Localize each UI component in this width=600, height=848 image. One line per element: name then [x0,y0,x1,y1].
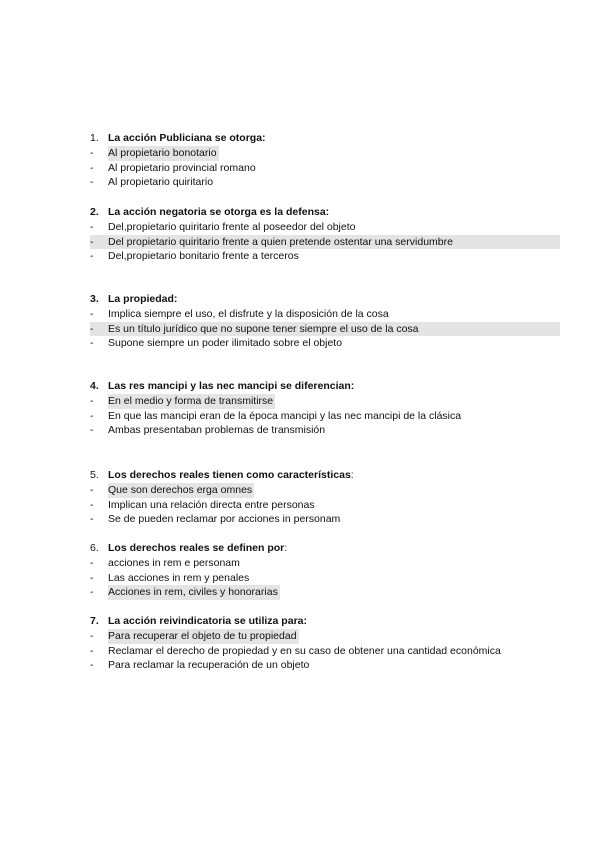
answer-text: Para recuperar el objeto de tu propiedad [108,630,297,642]
bullet-dash: - [90,147,94,159]
bullet-dash: - [90,557,94,569]
answer-text: Se de pueden reclamar por acciones in personam [108,513,341,526]
answer-text: Acciones in rem, civiles y honorarias [108,586,278,599]
answer-text: Para reclamar la recuperación de un objeto [108,659,310,672]
answer-text: Del propietario quiritario frente a quien pretende ostentar una servidumbre [108,235,453,248]
question-number: 2. [90,206,99,218]
answer-option [90,307,560,322]
answer-option [90,322,560,337]
answer-text: Las acciones in rem y penales [108,571,250,584]
bullet-dash: - [90,424,94,437]
question-title [90,614,560,629]
question-text-suffix: : [284,542,288,554]
answer-option [90,423,560,438]
question-title [90,541,560,556]
answer-option [90,220,560,235]
question-number: 4. [90,380,99,392]
answer-option [90,556,560,571]
answer-option [90,658,560,673]
question-text-suffix: : [350,469,354,481]
question-title [90,379,560,394]
answer-option [90,336,560,351]
answer-text: Implican una relación directa entre personas [108,498,315,511]
question-title [90,205,560,220]
bullet-dash: - [90,630,94,642]
bullet-dash: - [90,250,94,263]
question-7 [90,614,560,673]
bullet-dash: - [90,308,94,320]
bullet-dash: - [90,161,94,174]
question-text: La acción Publiciana se otorga: [108,132,266,144]
question-title [90,468,560,483]
answer-text: Al propietario quiritario [108,176,214,189]
answer-option [90,146,560,161]
answer-text: Supone siempre un poder ilimitado sobre el objeto [108,337,343,350]
bullet-dash: - [90,176,94,189]
question-text: La acción reivindicatoria se utiliza para: [108,615,307,627]
answer-text: Es un título jurídico que no supone tener siempre el uso de la cosa [108,322,419,335]
answer-option [90,175,560,190]
answer-text: En el medio y forma de transmitirse [108,395,274,407]
answer-text: Del,propietario bonitario frente a terceros [108,250,299,263]
answer-text: Al propietario bonotario [108,147,217,159]
answer-option [90,394,560,409]
answer-option [90,498,560,513]
answer-option [90,249,560,264]
answer-text: Que son derechos erga omnes [108,484,253,496]
question-5 [90,468,560,527]
bullet-dash: - [90,409,94,422]
question-number: 6. [90,542,99,554]
question-text: La propiedad: [108,293,178,305]
question-text: Los derechos reales tienen como características [108,469,351,481]
bullet-dash: - [90,235,94,248]
bullet-dash: - [90,484,94,496]
question-number: 5. [90,469,99,481]
question-text: Los derechos reales se definen por [108,542,285,554]
bullet-dash: - [90,337,94,350]
bullet-dash: - [90,498,94,511]
question-text: La acción negatoria se otorga es la defensa: [108,206,330,218]
answer-text: acciones in rem e personam [108,557,240,569]
answer-text: Al propietario provincial romano [108,161,256,174]
answer-text: Ambas presentaban problemas de transmisión [108,424,326,437]
bullet-dash: - [90,221,94,233]
answer-text: Del,propietario quiritario frente al poseedor del objeto [108,221,356,233]
bullet-dash: - [90,322,94,335]
question-2 [90,205,560,264]
answer-option [90,235,560,250]
question-title [90,292,560,307]
answer-option [90,571,560,586]
answer-option [90,585,560,600]
question-1 [90,131,560,190]
bullet-dash: - [90,395,94,407]
question-title [90,131,560,146]
answer-option [90,629,560,644]
answer-option [90,644,560,659]
bullet-dash: - [90,571,94,584]
answer-text: Implica siempre el uso, el disfrute y la disposición de la cosa [108,308,389,320]
question-number: 3. [90,293,99,305]
answer-option [90,161,560,176]
question-number: 7. [90,615,99,627]
bullet-dash: - [90,644,94,657]
answer-option [90,512,560,527]
question-text: Las res mancipi y las nec mancipi se diferencian: [108,380,355,392]
question-3 [90,292,560,351]
bullet-dash: - [90,586,94,599]
question-6 [90,541,560,600]
answer-text: En que las mancipi eran de la época mancipi y las nec mancipi de la clásica [108,409,462,422]
bullet-dash: - [90,659,94,672]
answer-option [90,409,560,424]
answer-text: Reclamar el derecho de propiedad y en su caso de obtener una cantidad económica [108,644,501,657]
question-number: 1. [90,132,99,144]
bullet-dash: - [90,513,94,526]
question-4 [90,379,560,438]
answer-option [90,483,560,498]
